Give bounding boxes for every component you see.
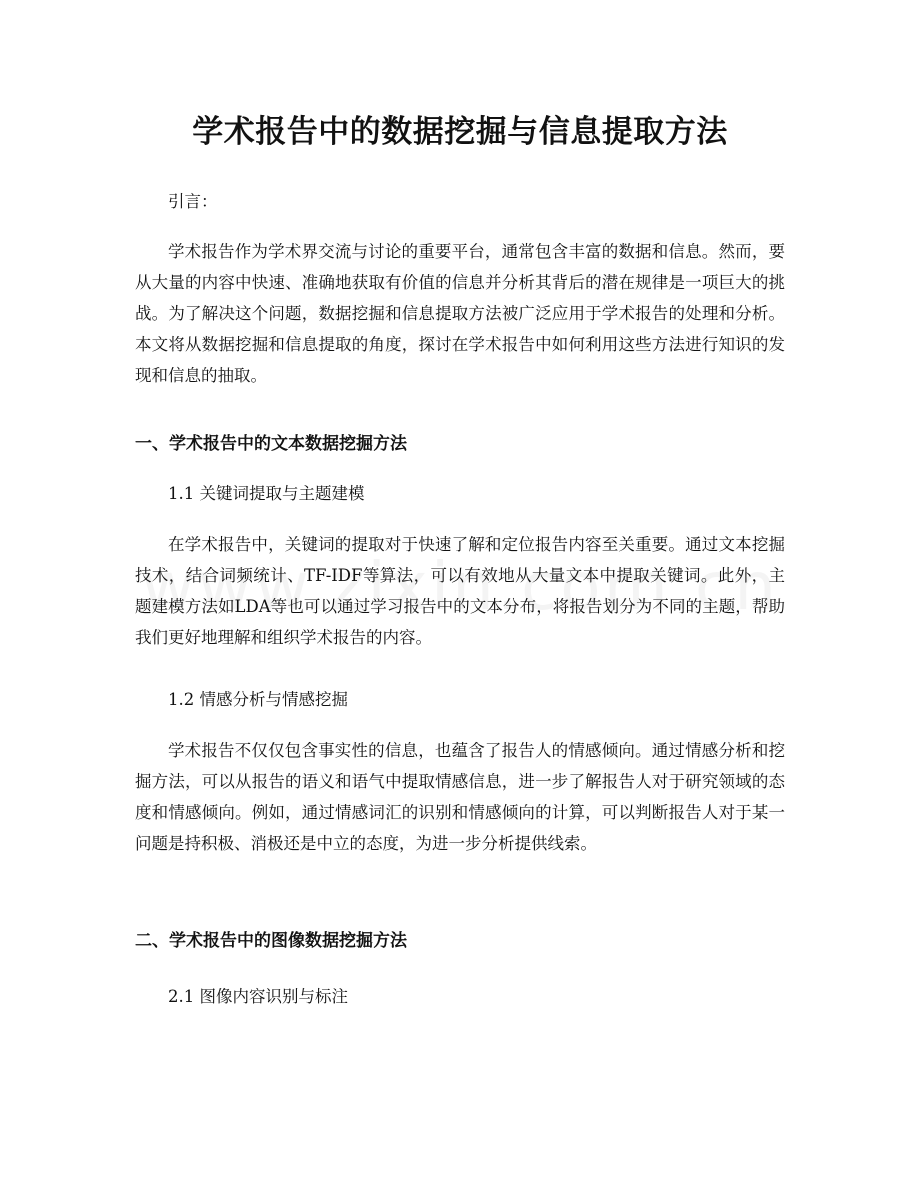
subsection-1-1-title: 1.1 关键词提取与主题建模 bbox=[168, 484, 365, 503]
intro-label: 引言： bbox=[168, 192, 218, 211]
subsection-2-1-title: 2.1 图像内容识别与标注 bbox=[168, 987, 348, 1006]
page-title: 学术报告中的数据挖掘与信息提取方法 bbox=[192, 114, 728, 150]
subsection-1-2-paragraph: 学术报告不仅仅包含事实性的信息，也蕴含了报告人的情感倾向。通过情感分析和挖掘方法，可以从报告的语义和语气中提取情感信息，进一步了解报告人对于研究领域的态度和情感倾向。例如，通过情感词汇的识别和情感倾向的计算，可以判断报告人对于某一问题是持积极、消极还是中立的态度，为进一步分析提供线索。 bbox=[135, 741, 785, 853]
subsection-1-1-paragraph: 在学术报告中，关键词的提取对于快速了解和定位报告内容至关重要。通过文本挖掘技术，结合词频统计、TF-IDF等算法，可以有效地从大量文本中提取关键词。此外，主题建模方法如LDA等也可以通过学习报告中的文本分布，将报告划分为不同的主题，帮助我们更好地理解和组织学术报告的内容。 bbox=[135, 535, 785, 647]
section-1-heading: 一、学术报告中的文本数据挖掘方法 bbox=[135, 434, 407, 454]
subsection-1-2-title: 1.2 情感分析与情感挖掘 bbox=[168, 690, 348, 709]
intro-paragraph: 学术报告作为学术界交流与讨论的重要平台，通常包含丰富的数据和信息。然而，要从大量的内容中快速、准确地获取有价值的信息并分析其背后的潜在规律是一项巨大的挑战。为了解决这个问题，数据挖掘和信息提取方法被广泛应用于学术报告的处理和分析。本文将从数据挖掘和信息提取的角度，探讨在学术报告中如何利用这些方法进行知识的发现和信息的抽取。 bbox=[135, 242, 785, 385]
section-2-heading: 二、学术报告中的图像数据挖掘方法 bbox=[135, 931, 407, 951]
